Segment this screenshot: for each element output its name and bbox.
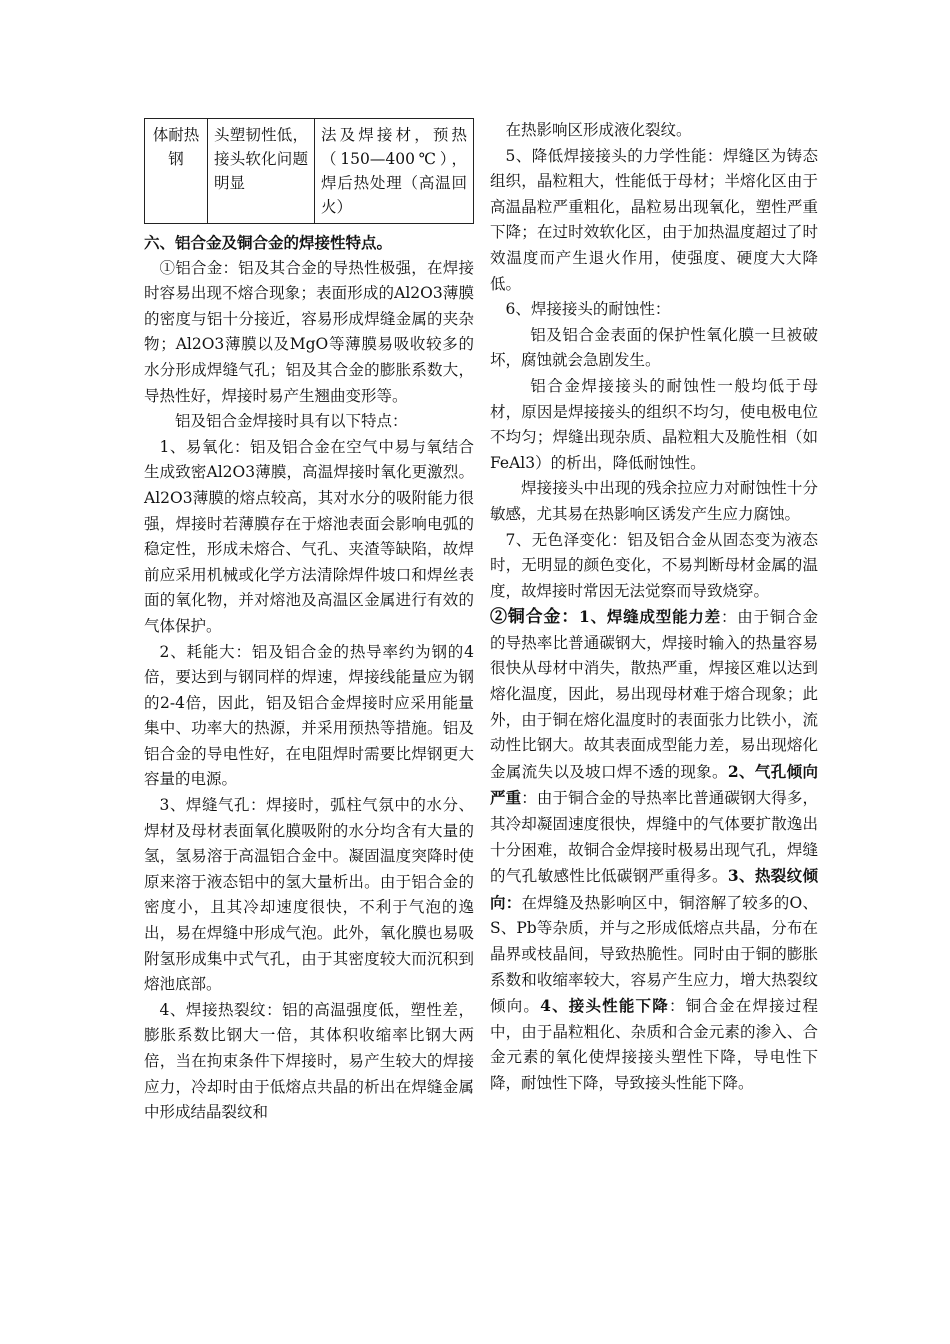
steel-table (144, 118, 474, 224)
table-cell-problem: 头塑韧性低，接头软化问题明显 (208, 119, 315, 224)
aluminum-point-7: 7、无色泽变化：铝及铝合金从固态变为液态时，无明显的颜色变化，不易判断母材金属的温度，故焊接时常因无法觉察而导致烧穿。 (490, 530, 818, 600)
aluminum-point-4-continued: 在热影响区形成液化裂纹。 (505, 121, 692, 139)
copper-point-2-text: ：由于铜合金的导热率比普通碳钢大得多，其冷却凝固速度很快，焊缝中的气体要扩散逸出十分困难，故铜合金焊接时极易出现气孔，焊缝的气孔敏感性比低碳钢严重得多。 (490, 789, 818, 886)
aluminum-point-5: 5、降低焊接接头的力学性能：焊缝区为铸态组织，晶粒粗大，性能低于母材；半熔化区由于高温晶粒严重粗化，晶粒易出现氧化，塑性严重下降；在过时效软化区，由于加热温度超过了时效温度而产生退火作用，使强度、硬度大大降低。 (490, 146, 818, 293)
table-cell-material: 体耐热钢 (145, 119, 208, 224)
left-column (144, 118, 474, 1126)
copper-point-3-text: 在焊缝及热影响区中，铜溶解了较多的O、S、Pb等杂质，并与之形成低熔点共晶，分布在晶界或枝晶间，导致热脆性。同时由于铜的膨胀系数和收缩率较大，容易产生应力，增大热裂纹倾向。 (490, 893, 818, 1016)
copper-point-2-title: 2、气孔倾向严重 (490, 761, 818, 808)
aluminum-point-2: 2、耗能大：铝及铝合金的热导率约为钢的4倍，要达到与钢同样的焊速，焊接线能量应为钢的2-4倍，因此，铝及铝合金焊接时应采用能量集中、功率大的热源，并采用预热等措施。铝及铝合金的导电性好，在电阻焊时需要比焊钢更大容量的电源。 (144, 642, 474, 789)
right-column (490, 118, 818, 1097)
section-heading: 六、铝合金及铜合金的焊接性特点。 (144, 233, 393, 252)
aluminum-point-1: 1、易氧化：铝及铝合金在空气中易与氧结合生成致密Al2O3薄膜，高温焊接时氧化更激烈。Al2O3薄膜的熔点较高，其对水分的吸附能力很强，焊接时若薄膜存在于熔池表面会影响电弧的稳定性，形成未熔合、气孔、夹渣等缺陷，故焊前应采用机械或化学方法清除焊件坡口和焊丝表面的氧化物，并对熔池及高温区金属进行有效的气体保护。 (144, 437, 474, 635)
aluminum-point-6: 6、焊接接头的耐蚀性： (505, 300, 671, 319)
copper-point-3-title: 3、热裂纹倾向： (490, 866, 818, 912)
aluminum-point-3: 3、焊缝气孔：焊接时，弧柱气氛中的水分、焊材及母材表面氧化膜吸附的水分均含有大量的氢，氢易溶于高温铝合金中。凝固温度突降时使原来溶于液态铝中的氢大量析出。由于铝合金的密度小，且其冷却速度很快，不利于气泡的逸出，易在焊缝中形成气泡。此外，氧化膜也易吸附氢形成集中式气孔，由于其密度较大而沉积到熔池底部。 (144, 796, 474, 994)
copper-point-1-text: ：由于铜合金的导热率比普通碳钢大，焊接时输入的热量容易很快从母材中消失，散热严重，焊接区难以达到熔化温度，因此，易出现母材难于熔合现象；此外，由于铜在熔化温度时的表面张力比铁小，流动性比钢大。故其表面成型能力差，易出现熔化金属流失以及坡口焊不透的现象。 (490, 608, 818, 781)
copper-label: ②铜合金： (490, 607, 579, 628)
table-cell-measures: 法及焊接材，预热（150—400℃），焊后热处理（高温回火） (315, 119, 474, 224)
copper-paragraph (490, 604, 818, 1096)
table-row (145, 119, 474, 224)
aluminum-point-6-para-3: 焊接接头中出现的残余拉应力对耐蚀性十分敏感，尤其易在热影响区诱发产生应力腐蚀。 (490, 479, 818, 523)
copper-point-4-text: ：铜合金在焊接过程中，由于晶粒粗化、杂质和合金元素的渗入、合金元素的氧化使焊接接头塑性下降，导电性下降，耐蚀性下降，导致接头性能下降。 (490, 997, 818, 1092)
copper-point-1-title: 1、焊缝成型能力差 (579, 607, 721, 627)
features-intro: 铝及铝合金焊接时具有以下特点： (175, 412, 408, 431)
aluminum-point-6-para-2: 铝合金焊接接头的耐蚀性一般均低于母材，原因是焊接接头的组织不均匀，使电极电位不均匀；焊缝出现杂质、晶粒粗大及脆性相（如FeAl3）的析出，降低耐蚀性。 (490, 376, 818, 472)
aluminum-intro: ①铝合金：铝及其合金的导热性极强，在焊接时容易出现不熔合现象；表面形成的Al2O3薄膜的密度与铝十分接近，容易形成焊缝金属的夹杂物；Al2O3薄膜以及MgO等薄膜易吸收较多的水分形成焊缝气孔；铝及其合金的膨胀系数大，导热性好，焊接时易产生翘曲变形等。 (144, 258, 474, 405)
aluminum-point-6-para-1: 铝及铝合金表面的保护性氧化膜一旦被破坏，腐蚀就会急剧发生。 (490, 325, 818, 370)
copper-point-4-title: 4、接头性能下降 (540, 996, 669, 1016)
aluminum-point-4: 4、焊接热裂纹：铝的高温强度低，塑性差，膨胀系数比钢大一倍，其体积收缩率比钢大两倍，当在拘束条件下焊接时，易产生较大的焊接应力，冷却时由于低熔点共晶的析出在焊缝金属中形成结晶裂纹和 (144, 1000, 474, 1122)
